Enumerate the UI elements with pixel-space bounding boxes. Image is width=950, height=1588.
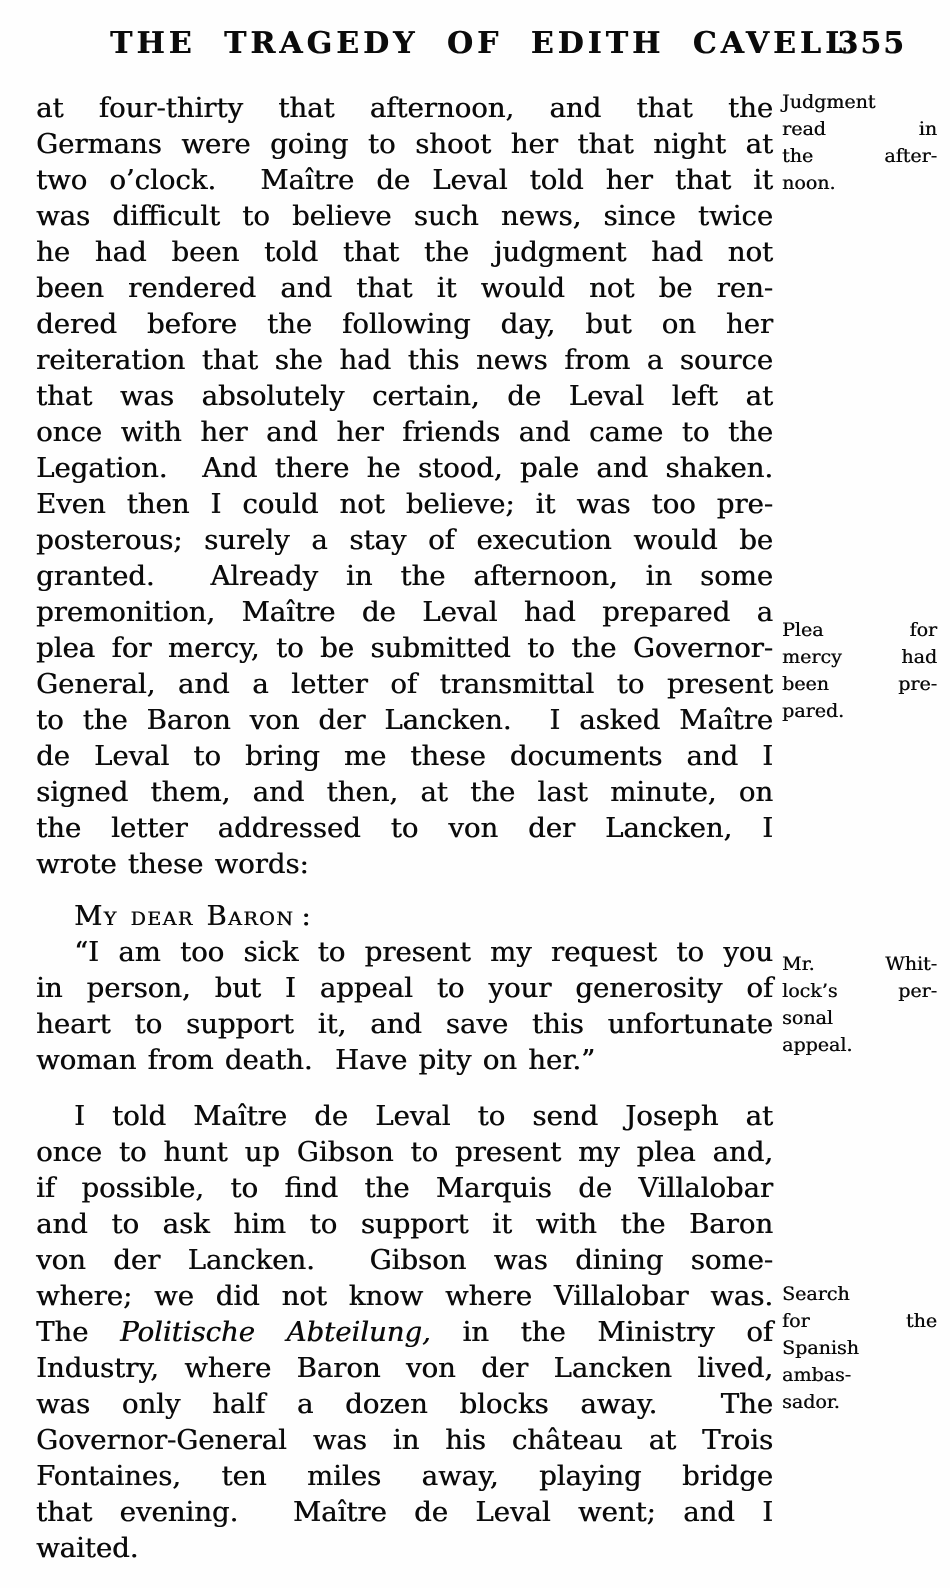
text-line — [36, 1386, 773, 1422]
text-segment: that evening. Maître de Leval went; and I — [36, 1496, 773, 1528]
text-line — [36, 198, 773, 234]
margin-note-line: ambas- — [782, 1364, 852, 1386]
text-line — [36, 1170, 773, 1206]
margin-note-line: for the — [782, 1310, 937, 1332]
text-line — [36, 450, 773, 486]
margin-note-line: Plea for — [782, 619, 937, 641]
text-segment: in person, but I appeal to your generosity of — [36, 972, 773, 1004]
margin-note-line: Spanish — [782, 1337, 859, 1359]
margin-note-search-ambassador — [782, 1281, 937, 1416]
text-segment: at four-thirty that afternoon, and that the — [36, 92, 773, 124]
text-line — [36, 522, 773, 558]
text-segment: been rendered and that it would not be ren- — [36, 272, 773, 304]
text-line — [36, 630, 773, 666]
text-line — [36, 1006, 773, 1042]
text-line — [36, 378, 773, 414]
text-line — [36, 1530, 773, 1566]
margin-note-line: Search — [782, 1283, 850, 1305]
text-line — [36, 414, 773, 450]
text-segment: and to ask him to support it with the Baron — [36, 1208, 773, 1240]
text-segment: wrote these words: — [36, 848, 309, 880]
text-line — [36, 934, 773, 970]
text-line — [36, 846, 773, 882]
text-segment: The — [36, 1316, 120, 1348]
text-segment: Even then I could not believe; it was too pre- — [36, 488, 773, 520]
text-line — [36, 810, 773, 846]
closing-paragraph — [36, 1098, 773, 1566]
text-segment: I told Maître de Leval to send Joseph at — [74, 1100, 773, 1132]
text-segment: that was absolutely certain, de Leval left at — [36, 380, 773, 412]
text-segment: woman from death. Have pity on her.” — [36, 1044, 596, 1076]
text-segment: Legation. And there he stood, pale and shaken. — [36, 452, 773, 484]
text-segment: Fontaines, ten miles away, playing bridge — [36, 1460, 773, 1492]
text-segment: the letter addressed to von der Lancken, I — [36, 812, 773, 844]
text-line — [36, 126, 773, 162]
text-line — [36, 270, 773, 306]
body-column — [36, 90, 773, 1566]
text-segment: dered before the following day, but on her — [36, 308, 773, 340]
text-line — [36, 1278, 773, 1314]
text-line — [36, 558, 773, 594]
margin-note-line: sador. — [782, 1391, 840, 1413]
text-segment: heart to support it, and save this unfortunate — [36, 1008, 773, 1040]
text-segment: two o’clock. Maître de Leval told her that it — [36, 164, 773, 196]
margin-note-line: sonal — [782, 1007, 833, 1029]
text-line — [36, 234, 773, 270]
margin-note-judgment-read — [782, 89, 937, 197]
text-segment: signed them, and then, at the last minute, on — [36, 776, 773, 808]
margin-note-plea-prepared — [782, 617, 937, 725]
margin-note-line: appeal. — [782, 1034, 853, 1056]
text-segment: to the Baron von der Lancken. I asked Maître — [36, 704, 773, 736]
text-line — [36, 702, 773, 738]
text-segment: Germans were going to shoot her that night at — [36, 128, 773, 160]
margin-note-line: pared. — [782, 700, 845, 722]
text-segment: in the Ministry of — [430, 1316, 773, 1348]
text-line — [36, 1206, 773, 1242]
text-segment: he had been told that the judgment had not — [36, 236, 773, 268]
text-line — [36, 1098, 773, 1134]
margin-note-line: Mr. Whit- — [782, 953, 937, 975]
text-segment: was only half a dozen blocks away. The — [36, 1388, 773, 1420]
text-segment: once to hunt up Gibson to present my plea and, — [36, 1136, 773, 1168]
text-segment: if possible, to find the Marquis de Villalobar — [36, 1172, 773, 1204]
margin-note-line: read in — [782, 118, 937, 140]
text-segment: von der Lancken. Gibson was dining some- — [36, 1244, 773, 1276]
text-line — [36, 666, 773, 702]
text-line — [36, 1494, 773, 1530]
margin-note-line: noon. — [782, 172, 836, 194]
text-segment: Governor-General was in his château at Trois — [36, 1424, 773, 1456]
text-line — [36, 162, 773, 198]
text-line — [36, 90, 773, 126]
margin-note-whitlock-appeal — [782, 951, 937, 1059]
margin-note-line: mercy had — [782, 646, 937, 668]
text-line — [36, 1134, 773, 1170]
margin-note-line: Judgment — [782, 91, 876, 113]
text-segment: Industry, where Baron von der Lancken lived, — [36, 1352, 773, 1384]
text-segment: plea for mercy, to be submitted to the Governor- — [36, 632, 773, 664]
page-number: 355 — [837, 26, 906, 61]
text-line — [36, 1350, 773, 1386]
text-line — [36, 342, 773, 378]
text-line — [36, 738, 773, 774]
text-line — [36, 1314, 773, 1350]
text-segment: posterous; surely a stay of execution would be — [36, 524, 773, 556]
margin-note-line: the after- — [782, 145, 937, 167]
text-segment: reiteration that she had this news from a source — [36, 344, 773, 376]
text-line — [36, 970, 773, 1006]
running-title: THE TRAGEDY OF EDITH CAVELL — [110, 26, 851, 61]
text-segment: de Leval to bring me these documents and I — [36, 740, 773, 772]
text-line — [36, 594, 773, 630]
margin-notes-column — [782, 0, 937, 1588]
text-line — [36, 898, 773, 934]
margin-note-line: lock’s per- — [782, 980, 937, 1002]
text-line — [36, 774, 773, 810]
text-segment: was difficult to believe such news, since twice — [36, 200, 773, 232]
paragraph-continuation — [36, 90, 773, 882]
text-line — [36, 486, 773, 522]
text-line — [36, 1422, 773, 1458]
text-segment: General, and a letter of transmittal to present — [36, 668, 773, 700]
text-segment: premonition, Maître de Leval had prepared a — [36, 596, 773, 628]
letter-salutation — [36, 898, 773, 934]
letter-body — [36, 934, 773, 1078]
text-line — [36, 306, 773, 342]
text-segment: My dear Baron : — [74, 900, 313, 932]
italic-text: Politische Abteilung, — [120, 1316, 431, 1348]
text-segment: once with her and her friends and came to the — [36, 416, 773, 448]
margin-note-line: been pre- — [782, 673, 937, 695]
text-segment: “I am too sick to present my request to you — [74, 936, 773, 968]
text-line — [36, 1458, 773, 1494]
text-line — [36, 1042, 773, 1078]
text-line — [36, 1242, 773, 1278]
text-segment: waited. — [36, 1532, 139, 1564]
text-segment: granted. Already in the afternoon, in some — [36, 560, 773, 592]
text-segment: where; we did not know where Villalobar was. — [36, 1280, 773, 1312]
